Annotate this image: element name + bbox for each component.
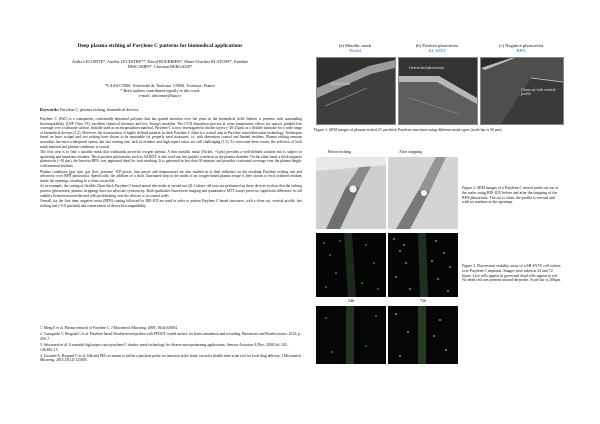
fig1-panel-c-label: (c) Negative photoresist BPN	[498, 43, 544, 54]
sem-image-before-etching	[316, 157, 386, 229]
fig2-sem-before	[316, 157, 386, 229]
reference-item: 3. Selvarasah et al. A reusable high aspect ratio parylene-C shadow mask technology for diverse micropatterning applications. Sensors Actuators A Phys. 2008 Jul; 145–146:306–15.	[40, 342, 289, 352]
sem-image-after-stripping	[388, 157, 458, 229]
fig1-sem-a	[316, 57, 396, 125]
fig3-label-72h: 72h	[419, 298, 427, 303]
fig2-sem-after	[388, 157, 458, 229]
fig3-fluo-72h-detail	[388, 306, 458, 364]
affiliation-block	[40, 83, 280, 98]
fig1-panel-b-label: (b) Positive photoresist AZ 40XT	[415, 43, 459, 54]
fig1-annotation-c: Clean cut with vertical profile	[521, 88, 556, 96]
abstract-body	[40, 117, 302, 209]
body-paragraph: Plasma conditions (gas type, gas flow, pressure, ICP power, bias power and temperature) are also studied as to their influence on the resulting Parylene etching rate and selectivity over BPN photoresist. Specifically, the addition of a short fluorinated step in the midst of an oxygen-based plasma recipe is here shown to etch oxidized residues inside the openings, resulting in a clean cut profile.	[40, 169, 302, 183]
body-paragraph: Overall, for the first time, negative resist (BPN) coating followed by RIE-ICP are used in order to pattern Parylene C-based structures, with a clean cut, vertical profile, fast etching rate (~0.8 µm/min) and conservation of device biocompatibility.	[40, 199, 302, 208]
reference-item: 1. Meng E et al. Plasma removal of Parylene C. J Micromech Microeng. 2008; 18(4):045004.	[40, 326, 178, 330]
fluorescence-image-72h	[388, 233, 458, 297]
body-paragraph: The first step is to find a suitable mask that withstands powerful oxygen plasma. A thin metallic mask (Nickel, ~1µm) provides a well-defined solution but is subject to sputtering and important residues. Thick positive photoresists such as AZ40XT is also tried out, but quickly overheats in the plasma chamber. On the other hand, a thick negative photoresist (~50 µm), the Intervia BPN, was appraised ideal for such masking. It is patterned in less than 30 minutes and provides conformal coverage over the plasma length, with minimal residues.	[40, 150, 302, 168]
sem-image-nickel	[317, 58, 395, 124]
fig2-caption: Figure 2. SEM images of a Parylene C neural probe cut out of the wafer using RIE-ICP, before and after the stripping of the BPN photoresist. The cut is clean, the profile is vertical and with no residues in the openings.	[462, 186, 559, 205]
reference-item: 2. Castagnola V, Bergaud C et al. Parylene-based flexible neural probes with PEDOT coated surface for brain stimulation and recording. Biosensors and Bioelectronics; 2014; p. 450–7.	[40, 332, 301, 341]
fluorescence-image-72h-detail	[388, 306, 458, 364]
affiliation: *LAAS-CNRS, Université de Toulouse, CNRS, Toulouse, France	[105, 83, 215, 88]
references	[40, 326, 302, 365]
fig3-fluo-72h	[388, 233, 458, 297]
reference-item: 4. Lecomte A, Bergaud C et al. Silk and PEG as means to stiffen a parylene probe for insertion in the brain: toward a double time-scale tool for local drug delivery. J Micromech Microeng. 2015;25(12):125003.	[40, 353, 301, 363]
fig3-fluo-24h	[316, 233, 386, 297]
fluorescence-image-24h-detail	[316, 306, 386, 364]
fig3-fluo-24h-detail	[316, 306, 386, 364]
fig1-sem-b	[398, 57, 478, 125]
body-paragraph: Parylene C (PaC) is a transparent, conformally-deposited polymer that has gained attention over the years in the biomedical field. Indeed, it presents with outstanding biocompatibility (USP Class VI), excellent chemical inertness and low Young's modulus. The CVD deposition process at room temperature allows for optical, pinhole-free coverage over a substrate surface. Initially used as an encapsulation material, Parylene C is now investigated in thicker layers (~20-25µm) as a flexible substrate for a wide range of biomedical devices (1,2). However, the structuration of highly defined patterns in thick Parylene C films is a critical step in Parylene microfabrication technology. Techniques based on laser, scalpel and wet etching have shown to be unsuitable for properly used structures, i.e. with dimension control and limited residues. Plasma etching remains nowadays the most widespread option, but fast etching rate, lack of residues and high aspect ratios are still challenging (1,3). To overcome these issues, the selection of both mask material and plasma conditions is crucial.	[40, 117, 302, 149]
keywords	[40, 107, 302, 112]
fig1-caption: Figure 1. SEM images of plasma-etched 25 µm-thick Parylene structures using different mask types (scale bar is 50 µm).	[314, 128, 503, 132]
keywords-label: Keywords:	[40, 107, 60, 112]
author-list	[40, 59, 280, 69]
fig1-panel-a-label: (a) Metallic mask Nickel	[338, 43, 372, 54]
fig1-sem-c	[480, 57, 564, 125]
fluorescence-image-24h	[316, 233, 386, 297]
fig1-annotation-b: Overetched photoresist	[409, 66, 445, 70]
contribution-note: * Both authors contributed equally to this work	[120, 88, 200, 93]
fig3-caption: Figure 3. Fluorescent viability assay of a SH-SY5Y cell culture over Parylene C implants. Images were taken at 24 and 72 hours. Live cells appear in green and dead cells appear in red. No dead cell was present around the probe. Scale bar is 200µm.	[462, 264, 562, 283]
authors-line-1: Aziliz LECOMTE*, Aurélie LECESTRE**, David BOURRIER*, Marie-Charline BLATCHE*, Emeline	[71, 59, 249, 64]
fig1-annotation-a: Nickel mask	[331, 82, 351, 86]
fig3-label-24h: 24h	[347, 298, 355, 303]
email: e-mail: alecomte@laas.fr	[138, 93, 182, 98]
authors-line-2: DESCAMPS*, Christian BERGAUD*	[127, 64, 193, 69]
fig2-before-label: Before etching	[328, 150, 352, 154]
fig2-after-label: After stripping	[399, 150, 423, 154]
body-paragraph: As an example, the cutting of flexible 25µm-thick Parylene C-based neural electrodes is carried out (4). Culture cell tests are performed on these devices to show that the etching process (photoresist, plasma, stripping) does not advocate cytotoxicity. Both qualitative fluorescent imaging and quantitative MTT assays prove no significant difference in cell viability between neuron-derived cells proliferating over the devices or in control wells.	[40, 184, 302, 198]
paper-title: Deep plasma etching of Parylene C patterns for biomedical applications	[77, 43, 243, 49]
keywords-text: Parylene C, plasma etching, biomedical devices	[60, 107, 139, 112]
